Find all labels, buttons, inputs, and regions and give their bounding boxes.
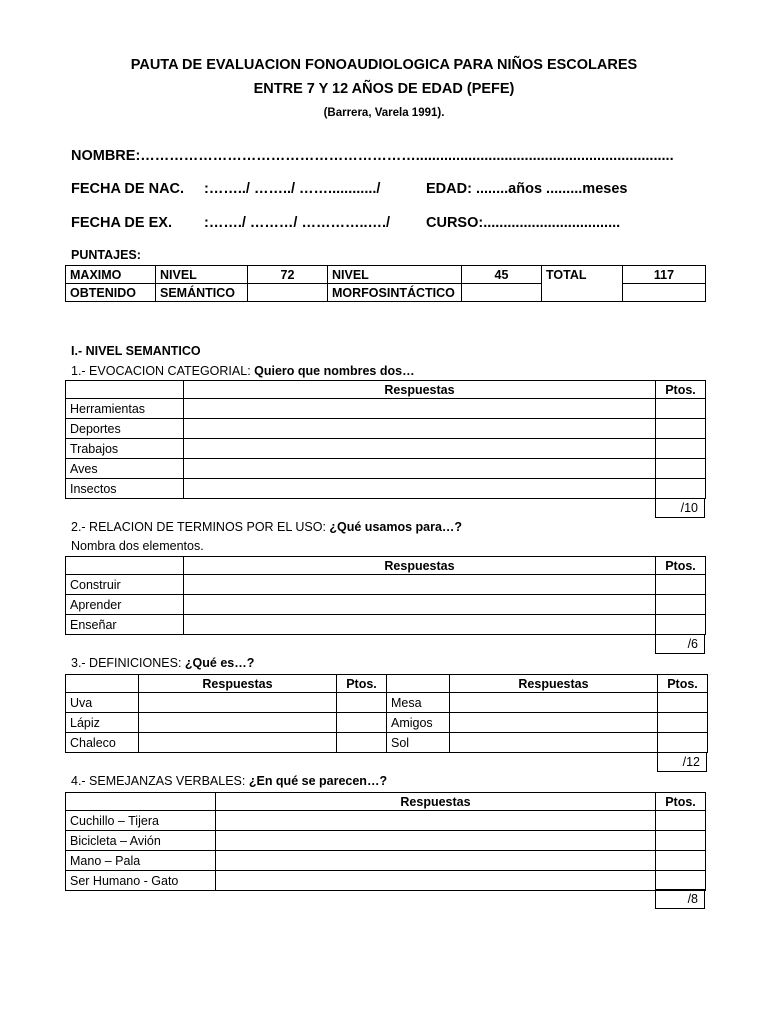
q4-item: Ser Humano - Gato xyxy=(66,871,216,891)
q3-points-cell[interactable] xyxy=(658,693,708,713)
q4-item: Cuchillo – Tijera xyxy=(66,811,216,831)
q2-table xyxy=(65,556,706,635)
q2-answer-cell[interactable] xyxy=(184,615,656,635)
maximo-label: MAXIMO xyxy=(66,266,156,284)
nivel-morfo-label: NIVEL xyxy=(328,266,462,284)
q1-answer-cell[interactable] xyxy=(184,459,656,479)
q3-points-cell[interactable] xyxy=(658,733,708,753)
edad-field[interactable]: EDAD: ........años .........meses xyxy=(426,181,628,197)
total-max: 117 xyxy=(623,266,706,284)
q4-header-empty xyxy=(66,793,216,811)
q2-item: Enseñar xyxy=(66,615,184,635)
q4-table xyxy=(65,792,706,891)
q3-table xyxy=(65,674,708,753)
q4-heading xyxy=(71,774,387,788)
q3-item: Chaleco xyxy=(66,733,139,753)
puntajes-table xyxy=(65,265,706,302)
q2-instruction: Nombra dos elementos. xyxy=(71,539,204,553)
total-label: TOTAL xyxy=(542,266,623,302)
q1-item: Trabajos xyxy=(66,439,184,459)
q1-item: Aves xyxy=(66,459,184,479)
fecha-nac-label: FECHA DE NAC. xyxy=(71,181,185,197)
q3-header-empty xyxy=(66,675,139,693)
q2-ptos-header: Ptos. xyxy=(656,557,706,575)
q1-score-box[interactable]: /10 xyxy=(655,498,705,518)
q3-answer-cell[interactable] xyxy=(450,713,658,733)
q3-item: Amigos xyxy=(387,713,450,733)
fecha-nac-field[interactable]: :……../ ……../ ……............/ xyxy=(204,181,381,197)
q3-points-cell[interactable] xyxy=(337,693,387,713)
q2-answer-cell[interactable] xyxy=(184,575,656,595)
q3-item: Mesa xyxy=(387,693,450,713)
q2-item: Construir xyxy=(66,575,184,595)
section-title: I.- NIVEL SEMANTICO xyxy=(71,344,201,358)
q4-answer-cell[interactable] xyxy=(216,831,656,851)
semantico-obtenido-cell[interactable] xyxy=(248,284,328,302)
q1-ptos-header: Ptos. xyxy=(656,381,706,399)
q2-answer-cell[interactable] xyxy=(184,595,656,615)
q2-points-cell[interactable] xyxy=(656,615,706,635)
q3-answer-cell[interactable] xyxy=(139,733,337,753)
semantico-label: SEMÁNTICO xyxy=(156,284,248,302)
q3-prompt: ¿Qué es…? xyxy=(184,656,255,670)
q2-heading xyxy=(71,520,462,534)
q1-header-empty xyxy=(66,381,184,399)
q1-item: Insectos xyxy=(66,479,184,499)
q1-points-cell[interactable] xyxy=(656,479,706,499)
q3-ptos-header: Ptos. xyxy=(337,675,387,693)
q3-item: Uva xyxy=(66,693,139,713)
fecha-ex-field[interactable]: :……./ ………/ …………..…./ xyxy=(204,215,391,231)
q2-respuestas-header: Respuestas xyxy=(184,557,656,575)
morfosintactico-label: MORFOSINTÁCTICO xyxy=(328,284,462,302)
q3-answer-cell[interactable] xyxy=(139,693,337,713)
q2-item: Aprender xyxy=(66,595,184,615)
morfo-obtenido-cell[interactable] xyxy=(462,284,542,302)
q1-respuestas-header: Respuestas xyxy=(184,381,656,399)
q4-points-cell[interactable] xyxy=(656,831,706,851)
q4-item: Bicicleta – Avión xyxy=(66,831,216,851)
q3-respuestas-header: Respuestas xyxy=(450,675,658,693)
q2-header-empty xyxy=(66,557,184,575)
q4-prefix: 4.- SEMEJANZAS VERBALES: xyxy=(71,774,249,788)
q1-item: Deportes xyxy=(66,419,184,439)
q1-answer-cell[interactable] xyxy=(184,479,656,499)
q4-answer-cell[interactable] xyxy=(216,871,656,891)
q4-points-cell[interactable] xyxy=(656,871,706,891)
document-title-line1: PAUTA DE EVALUACION FONOAUDIOLOGICA PARA NIÑOS ESCOLARES xyxy=(130,57,638,73)
q3-answer-cell[interactable] xyxy=(450,693,658,713)
q4-prompt: ¿En qué se parecen…? xyxy=(248,774,388,788)
q1-table xyxy=(65,380,706,499)
q4-ptos-header: Ptos. xyxy=(656,793,706,811)
q3-heading xyxy=(71,656,254,670)
q4-respuestas-header: Respuestas xyxy=(216,793,656,811)
q2-points-cell[interactable] xyxy=(656,595,706,615)
q3-answer-cell[interactable] xyxy=(450,733,658,753)
q4-answer-cell[interactable] xyxy=(216,851,656,871)
q4-points-cell[interactable] xyxy=(656,851,706,871)
q1-prompt: Quiero que nombres dos… xyxy=(254,364,415,378)
q3-score-box[interactable]: /12 xyxy=(657,752,707,772)
nombre-field[interactable]: NOMBRE:…………………………………………………................................................................ xyxy=(71,148,674,164)
q3-item: Lápiz xyxy=(66,713,139,733)
document-title-line2: ENTRE 7 Y 12 AÑOS DE EDAD (PEFE) xyxy=(253,81,515,97)
q1-answer-cell[interactable] xyxy=(184,399,656,419)
q1-answer-cell[interactable] xyxy=(184,419,656,439)
q4-answer-cell[interactable] xyxy=(216,811,656,831)
nivel-semantico-label: NIVEL xyxy=(156,266,248,284)
q1-answer-cell[interactable] xyxy=(184,439,656,459)
q3-header-empty xyxy=(387,675,450,693)
q3-respuestas-header: Respuestas xyxy=(139,675,337,693)
q2-points-cell[interactable] xyxy=(656,575,706,595)
puntajes-label: PUNTAJES: xyxy=(71,248,141,262)
document-authors: (Barrera, Varela 1991). xyxy=(323,107,445,119)
morfo-max: 45 xyxy=(462,266,542,284)
q2-score-box[interactable]: /6 xyxy=(655,634,705,654)
semantico-max: 72 xyxy=(248,266,328,284)
q1-points-cell[interactable] xyxy=(656,439,706,459)
q1-prefix: 1.- EVOCACION CATEGORIAL: xyxy=(71,364,255,378)
q1-item: Herramientas xyxy=(66,399,184,419)
fecha-ex-label: FECHA DE EX. xyxy=(71,215,172,231)
q2-prompt: ¿Qué usamos para…? xyxy=(329,520,463,534)
total-obtenido-cell[interactable] xyxy=(623,284,706,302)
q1-heading xyxy=(71,364,415,378)
q2-prefix: 2.- RELACION DE TERMINOS POR EL USO: xyxy=(71,520,330,534)
q4-item: Mano – Pala xyxy=(66,851,216,871)
q4-points-cell[interactable] xyxy=(656,811,706,831)
q4-score-box[interactable]: /8 xyxy=(655,889,705,909)
q1-points-cell[interactable] xyxy=(656,419,706,439)
curso-field[interactable]: CURSO:.................................. xyxy=(426,215,621,231)
q3-item: Sol xyxy=(387,733,450,753)
obtenido-label: OBTENIDO xyxy=(66,284,156,302)
q3-prefix: 3.- DEFINICIONES: xyxy=(71,656,185,670)
q3-points-cell[interactable] xyxy=(337,713,387,733)
q3-points-cell[interactable] xyxy=(337,733,387,753)
q1-points-cell[interactable] xyxy=(656,399,706,419)
q3-answer-cell[interactable] xyxy=(139,713,337,733)
q1-points-cell[interactable] xyxy=(656,459,706,479)
q3-points-cell[interactable] xyxy=(658,713,708,733)
q3-ptos-header: Ptos. xyxy=(658,675,708,693)
